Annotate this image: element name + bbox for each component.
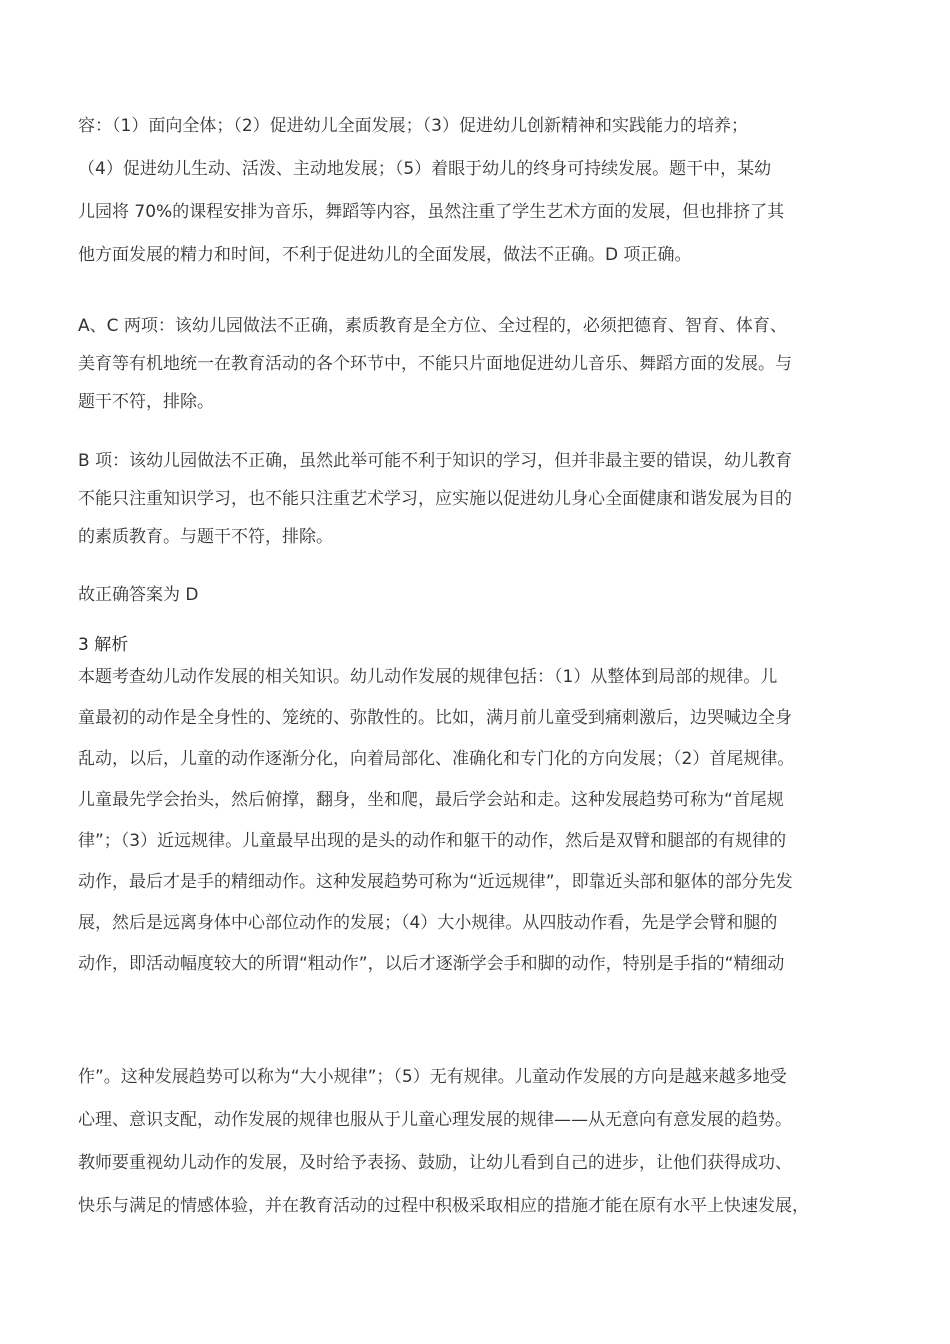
paragraph-analysis-3 — [78, 662, 890, 990]
paragraph-analysis-3-continued — [78, 1062, 890, 1234]
paragraph-option-b — [78, 446, 890, 560]
text-line: 教师要重视幼儿动作的发展，及时给予表扬、鼓励，让幼儿看到自己的进步，让他们获得成功、 — [78, 1153, 792, 1173]
text-line: 心理、意识支配，动作发展的规律也服从于儿童心理发展的规律——从无意向有意发展的趋势。 — [78, 1110, 792, 1130]
text-line: 儿园将 70%的课程安排为音乐，舞蹈等内容，虽然注重了学生艺术方面的发展，但也排挤了其 — [78, 202, 785, 222]
text-line: 题干不符，排除。 — [78, 392, 214, 412]
text-line: 动作，即活动幅度较大的所谓“粗动作”，以后才逐渐学会手和脚的动作，特别是手指的“精细动 — [78, 954, 785, 974]
text-line: 容：（1）面向全体；（2）促进幼儿全面发展；（3）促进幼儿创新精神和实践能力的培养； — [78, 116, 748, 136]
text-line: 乱动，以后，儿童的动作逐渐分化，向着局部化、准确化和专门化的方向发展；（2）首尾规律。 — [78, 749, 795, 769]
text-line: 故正确答案为 D — [78, 585, 199, 605]
text-line: 展，然后是远离身体中心部位动作的发展；（4）大小规律。从四肢动作看，先是学会臂和腿的 — [78, 913, 778, 933]
paragraph-option-a-c — [78, 311, 890, 425]
text-line: （4）促进幼儿生动、活泼、主动地发展；（5）着眼于幼儿的终身可持续发展。题干中，某幼 — [78, 159, 772, 179]
text-line: 他方面发展的精力和时间，不利于促进幼儿的全面发展，做法不正确。D 项正确。 — [78, 245, 692, 265]
text-line: 作”。这种发展趋势可以称为“大小规律”；（5）无有规律。儿童动作发展的方向是越来越多地受 — [78, 1067, 787, 1087]
text-line: 动作，最后才是手的精细动作。这种发展趋势可称为“近远规律”，即靠近头部和躯体的部分先发 — [78, 872, 793, 892]
text-line: 律”；（3）近远规律。儿童最早出现的是头的动作和躯干的动作，然后是双臂和腿部的有规律的 — [78, 831, 787, 851]
paragraph-answer-explanation-end — [78, 111, 890, 283]
text-line: 童最初的动作是全身性的、笼统的、弥散性的。比如，满月前儿童受到痛刺激后，边哭喊边全身 — [78, 708, 792, 728]
text-line: B 项：该幼儿园做法不正确，虽然此举可能不利于知识的学习，但并非最主要的错误，幼儿教育 — [78, 451, 793, 471]
section-heading: 3 解析 — [78, 635, 129, 655]
text-line: 儿童最先学会抬头，然后俯撑，翻身，坐和爬，最后学会站和走。这种发展趋势可称为“首尾规 — [78, 790, 784, 810]
paragraph-correct-answer — [78, 580, 890, 610]
text-line: 不能只注重知识学习，也不能只注重艺术学习，应实施以促进幼儿身心全面健康和谐发展为目的 — [78, 489, 792, 509]
text-line: 本题考查幼儿动作发展的相关知识。幼儿动作发展的规律包括：（1）从整体到局部的规律。儿 — [78, 667, 778, 687]
text-line: 美育等有机地统一在教育活动的各个环节中，不能只片面地促进幼儿音乐、舞蹈方面的发展。与 — [78, 354, 792, 374]
text-line: 的素质教育。与题干不符，排除。 — [78, 527, 333, 547]
text-line: A、C 两项：该幼儿园做法不正确，素质教育是全方位、全过程的，必须把德育、智育、体育、 — [78, 316, 787, 336]
text-line: 快乐与满足的情感体验，并在教育活动的过程中积极采取相应的措施才能在原有水平上快速发展， — [78, 1196, 809, 1216]
